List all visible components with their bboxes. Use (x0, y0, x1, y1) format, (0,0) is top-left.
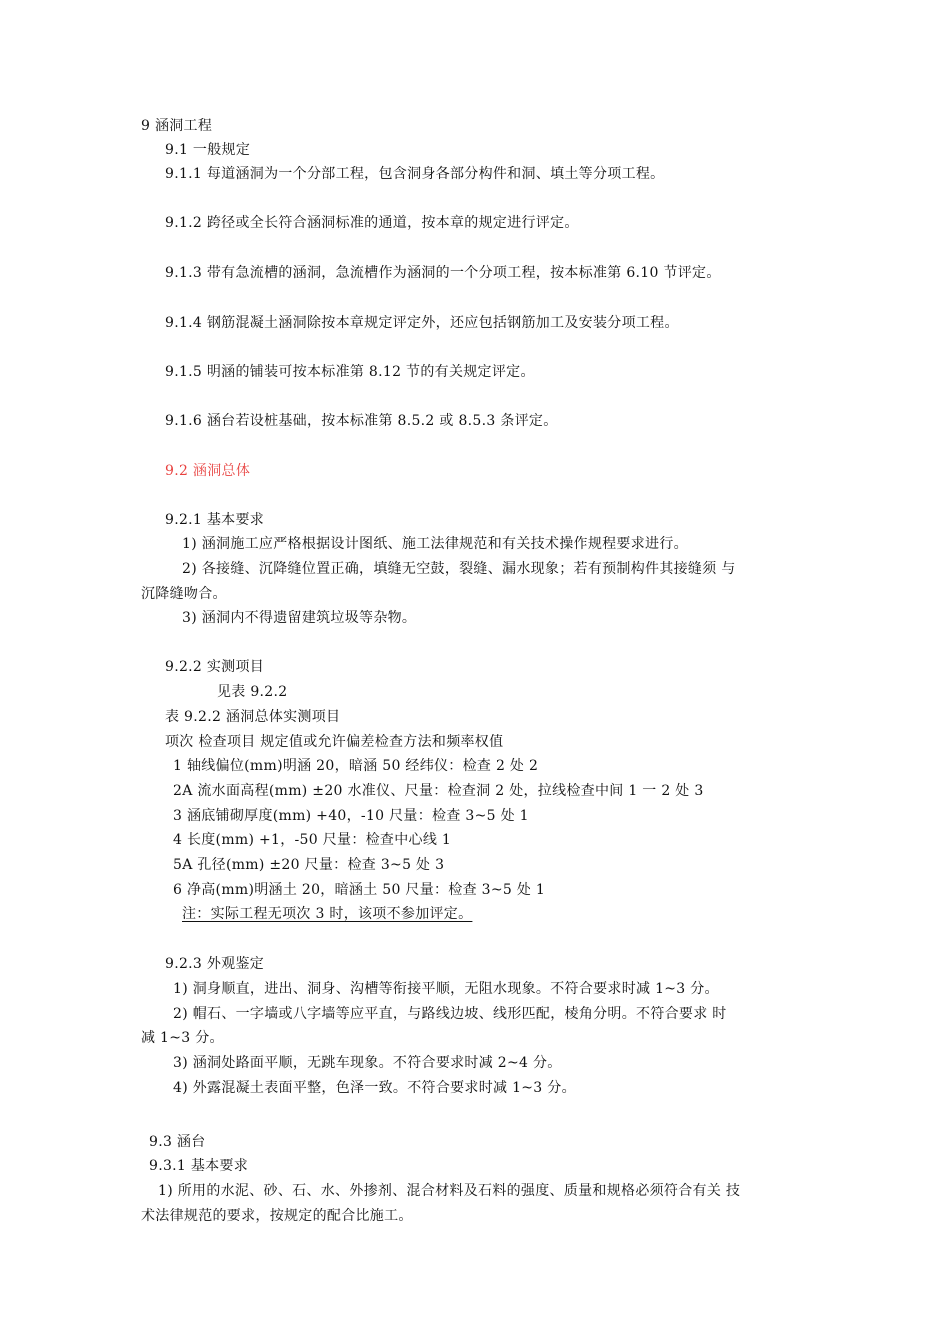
table-row: 5A 孔径(mm) ±20 尺量：检查 3~5 处 3 (173, 857, 445, 873)
clause-9-2-3-title: 9.2.3 外观鉴定 (165, 956, 265, 972)
table-row: 2A 流水面高程(mm) ±20 水准仪、尺量：检查洞 2 处，拉线检查中间 1 一 2 处 3 (173, 783, 704, 799)
clause-9-2-2-title: 9.2.2 实测项目 (165, 659, 265, 675)
clause-9-1-6: 9.1.6 涵台若设桩基础，按本标准第 8.5.2 或 8.5.3 条评定。 (165, 413, 558, 429)
appearance-item: 2) 帽石、一字墙或八字墙等应平直，与路线边坡、线形匹配，棱角分明。不符合要求 时 (173, 1006, 727, 1022)
section-title-9-1: 9.1 一般规定 (165, 142, 251, 158)
requirement-item: 2) 各接缝、沉降缝位置正确，填缝无空鼓，裂缝、漏水现象；若有预制构件其接缝须 与 (182, 561, 736, 577)
appearance-item-continued: 减 1~3 分。 (141, 1030, 224, 1046)
appearance-item: 1) 洞身顺直，进出、洞身、沟槽等衔接平顺，无阻水现象。不符合要求时减 1~3 分。 (173, 981, 719, 997)
chapter-heading: 9 涵洞工程 (141, 118, 213, 134)
clause-9-1-1: 9.1.1 每道涵洞为一个分部工程，包含洞身各部分构件和洞、填土等分项工程。 (165, 166, 665, 182)
section-title-9-3: 9.3 涵台 (149, 1134, 206, 1150)
appearance-item: 4) 外露混凝土表面平整，色泽一致。不符合要求时减 1~3 分。 (173, 1080, 576, 1096)
table-row: 3 涵底铺砌厚度(mm) +40，-10 尺量：检查 3~5 处 1 (173, 808, 529, 824)
section-title-9-2: 9.2 涵洞总体 (165, 463, 251, 479)
clause-9-3-1-title: 9.3.1 基本要求 (149, 1158, 249, 1174)
requirement-item-continued: 沉降缝吻合。 (141, 586, 227, 602)
clause-9-1-2: 9.1.2 跨径或全长符合涵洞标准的通道，按本章的规定进行评定。 (165, 215, 579, 231)
requirement-item: 1) 涵洞施工应严格根据设计图纸、施工法律规范和有关技术操作规程要求进行。 (182, 536, 688, 552)
clause-9-1-5: 9.1.5 明涵的铺装可按本标准第 8.12 节的有关规定评定。 (165, 364, 535, 380)
table-header: 项次 检查项目 规定值或允许偏差检查方法和频率权值 (165, 734, 504, 750)
table-row: 6 净高(mm)明涵土 20，暗涵土 50 尺量：检查 3~5 处 1 (173, 882, 546, 898)
table-caption: 表 9.2.2 涵洞总体实测项目 (165, 709, 341, 725)
requirement-item-continued: 术法律规范的要求，按规定的配合比施工。 (141, 1208, 413, 1224)
see-table-ref: 见表 9.2.2 (217, 684, 288, 700)
requirement-item: 3) 涵洞内不得遗留建筑垃圾等杂物。 (182, 610, 417, 626)
table-row: 4 长度(mm) +1，-50 尺量：检查中心线 1 (173, 832, 452, 848)
clause-9-2-1-title: 9.2.1 基本要求 (165, 512, 265, 528)
clause-9-1-3: 9.1.3 带有急流槽的涵洞，急流槽作为涵洞的一个分项工程，按本标准第 6.10 节评定。 (165, 265, 721, 281)
requirement-item: 1) 所用的水泥、砂、石、水、外掺剂、混合材料及石料的强度、质量和规格必须符合有关 技 (158, 1183, 741, 1199)
clause-9-1-4: 9.1.4 钢筋混凝土涵洞除按本章规定评定外，还应包括钢筋加工及安装分项工程。 (165, 315, 679, 331)
table-note: 注：实际工程无项次 3 时，该项不参加评定。 (182, 906, 473, 922)
table-row: 1 轴线偏位(mm)明涵 20，暗涵 50 经纬仪：检查 2 处 2 (173, 758, 539, 774)
appearance-item: 3) 涵洞处路面平顺，无跳车现象。不符合要求时减 2~4 分。 (173, 1055, 562, 1071)
